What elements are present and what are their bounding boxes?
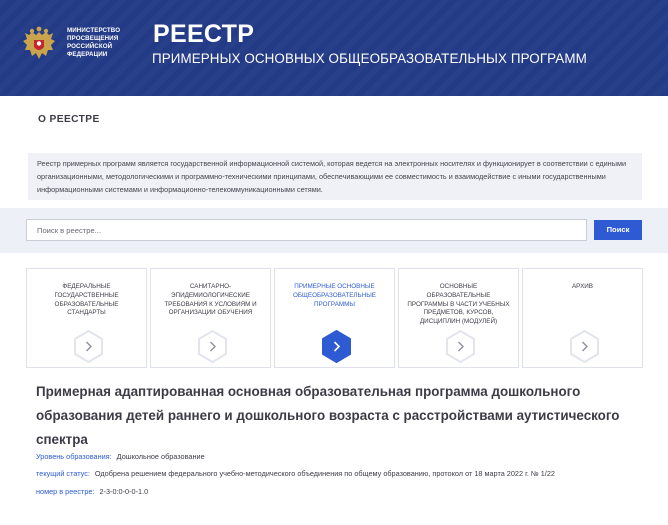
detail-label: текущий статус: bbox=[36, 469, 90, 478]
category-label: АРХИВ bbox=[571, 283, 594, 290]
chevron-right-icon[interactable] bbox=[444, 330, 477, 363]
category-card-sanpin[interactable] bbox=[150, 268, 271, 368]
ministry-name: МИНИСТЕРСТВО ПРОСВЕЩЕНИЯ РОССИЙСКОЙ ФЕДЕРАЦИИ bbox=[67, 27, 121, 58]
category-card-poop[interactable] bbox=[274, 268, 395, 368]
detail-value: 2-3-0:0-0-0-1.0 bbox=[99, 487, 149, 496]
emblem-icon[interactable] bbox=[18, 26, 60, 66]
chevron-right-icon[interactable] bbox=[196, 330, 229, 363]
chevron-right-icon[interactable] bbox=[72, 330, 105, 363]
search-button[interactable]: Поиск bbox=[594, 220, 642, 240]
detail-label: номер в реестре: bbox=[36, 487, 95, 496]
category-card-oop[interactable] bbox=[398, 268, 519, 368]
category-label: САНИТАРНО-ЭПИДЕМИОЛОГИЧЕСКИЕ ТРЕБОВАНИЯ К УСЛОВИЯМ И ОРГАНИЗАЦИИ ОБУЧЕНИЯ bbox=[164, 283, 257, 317]
program-title: Примерная адаптированная основная образовательная программа дошкольного образования детей раннего и дошкольного возраста с расстройствами аутистического спектра bbox=[36, 384, 620, 447]
detail-status bbox=[36, 469, 555, 479]
category-label: ФЕДЕРАЛЬНЫЕ ГОСУДАРСТВЕННЫЕ ОБРАЗОВАТЕЛЬНЫЕ СТАНДАРТЫ bbox=[54, 283, 119, 317]
about-description: Реестр примерных программ является государственной информационной системой, которая ведется на электронных носителях и функционирует в соответствии с едиными организационными, методологическими и программно-техническими принципами, обеспечивающими ее совместимость и взаимодействие с иными государственными информационными системами и информационно-телекоммуникационными сетями. bbox=[28, 153, 642, 200]
site-header bbox=[0, 0, 668, 96]
detail-education-level bbox=[36, 452, 205, 462]
registry-subtitle: ПРИМЕРНЫХ ОСНОВНЫХ ОБЩЕОБРАЗОВАТЕЛЬНЫХ ПРОГРАММ bbox=[152, 51, 587, 66]
detail-label: Уровень образования: bbox=[36, 452, 112, 461]
category-label: ПРИМЕРНЫЕ ОСНОВНЫЕ ОБЩЕОБРАЗОВАТЕЛЬНЫЕ ПРОГРАММЫ bbox=[292, 283, 377, 308]
detail-value: Дошкольное образование bbox=[116, 452, 205, 461]
category-label: ОСНОВНЫЕ ОБРАЗОВАТЕЛЬНЫЕ ПРОГРАММЫ В ЧАСТИ УЧЕБНЫХ ПРЕДМЕТОВ, КУРСОВ, ДИСЦИПЛИН (МОДУЛЕЙ) bbox=[407, 283, 510, 326]
registry-title: РЕЕСТР bbox=[153, 20, 255, 48]
about-title: О РЕЕСТРЕ bbox=[38, 114, 100, 125]
detail-value: Одобрена решением федерального учебно-методического объединения по общему образованию, протокол от 18 марта 2022 г. № 1/22 bbox=[94, 469, 555, 478]
chevron-right-icon[interactable] bbox=[568, 330, 601, 363]
detail-registry-number bbox=[36, 487, 148, 497]
category-card-archive[interactable] bbox=[522, 268, 643, 368]
category-card-fgos[interactable] bbox=[26, 268, 147, 368]
search-input[interactable] bbox=[26, 219, 587, 241]
chevron-right-icon[interactable] bbox=[320, 330, 353, 363]
